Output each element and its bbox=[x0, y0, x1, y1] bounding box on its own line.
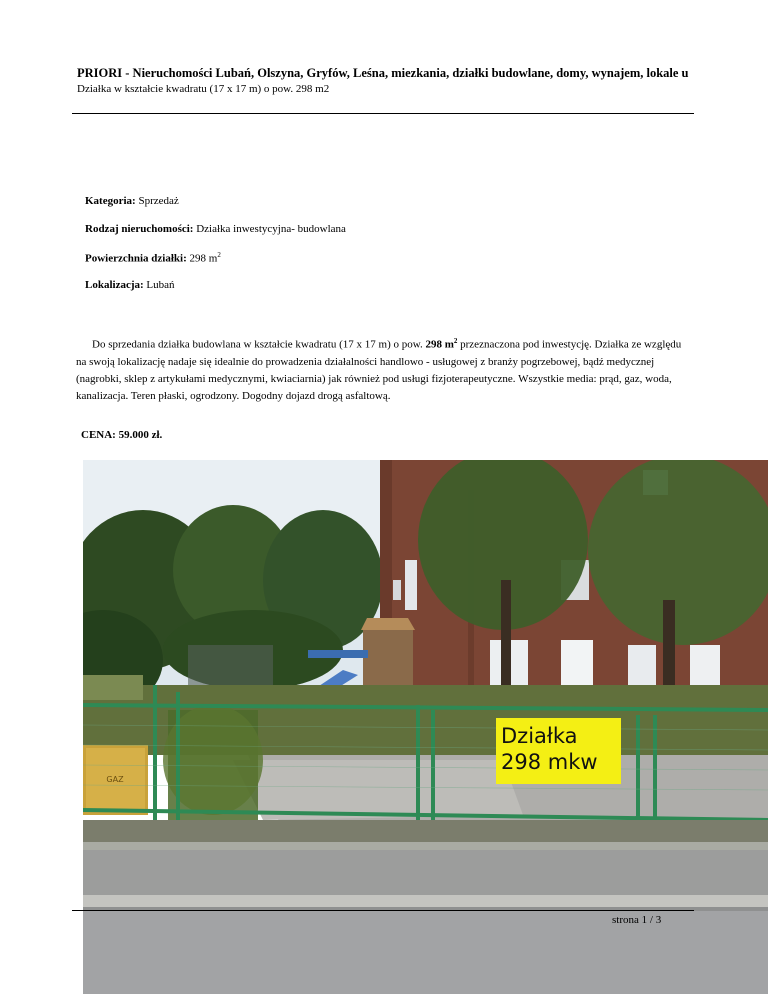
field-location bbox=[85, 279, 175, 291]
property-photo bbox=[83, 460, 768, 994]
document-title: PRIORI - Nieruchomości Lubań, Olszyna, Gryfów, Leśna, miezkania, działki budowlane, domy, wynajem, lokale u bbox=[77, 66, 689, 80]
field-location-value: Lubań bbox=[146, 279, 175, 291]
header-divider bbox=[72, 113, 694, 114]
field-area-value: 298 m bbox=[189, 252, 218, 265]
field-type-value: Działka inwestycyjna- budowlana bbox=[196, 223, 346, 235]
description-part1: Do sprzedania działka budowlana w kształcie kwadratu (17 x 17 m) o pow. bbox=[92, 338, 426, 351]
sign-line2: 298 mkw bbox=[501, 750, 598, 774]
description-part2: przeznaczona pod inwestycję. Działka ze względu na swoją lokalizację nadaje się idealnie do prowadzenia działalności handlowo - usługowej z branży pogrzebowej, bądź medycznej (nagrobki, sklep z artykułami medycznymi, kwiaciarnia) jak również pod usługi fizjoterapeutyczne. Wszystkie media: prąd, gaz, woda, kanalizacja. Teren płaski, ogrodzony. Dogodny dojazd drogą asfaltową. bbox=[76, 338, 682, 402]
field-area-sup: 2 bbox=[217, 251, 221, 259]
field-area bbox=[85, 251, 221, 265]
field-type-label: Rodzaj nieruchomości: bbox=[85, 223, 194, 235]
field-category bbox=[85, 195, 179, 207]
description-area: 298 m bbox=[425, 338, 454, 351]
price: CENA: 59.000 zł. bbox=[81, 429, 163, 441]
sign-line1: Działka bbox=[501, 724, 578, 748]
field-area-label: Powierzchnia działki: bbox=[85, 252, 187, 265]
document-subtitle: Działka w kształcie kwadratu (17 x 17 m) o pow. 298 m2 bbox=[77, 83, 330, 95]
field-location-label: Lokalizacja: bbox=[85, 279, 144, 291]
description-area-sup: 2 bbox=[453, 337, 458, 345]
gas-box-label: GAZ bbox=[106, 775, 124, 784]
field-category-value: Sprzedaż bbox=[138, 195, 179, 207]
footer-divider bbox=[72, 910, 694, 911]
field-category-label: Kategoria: bbox=[85, 195, 136, 207]
description-paragraph bbox=[76, 333, 688, 405]
field-type bbox=[85, 223, 346, 235]
page-number: strona 1 / 3 bbox=[612, 914, 662, 926]
